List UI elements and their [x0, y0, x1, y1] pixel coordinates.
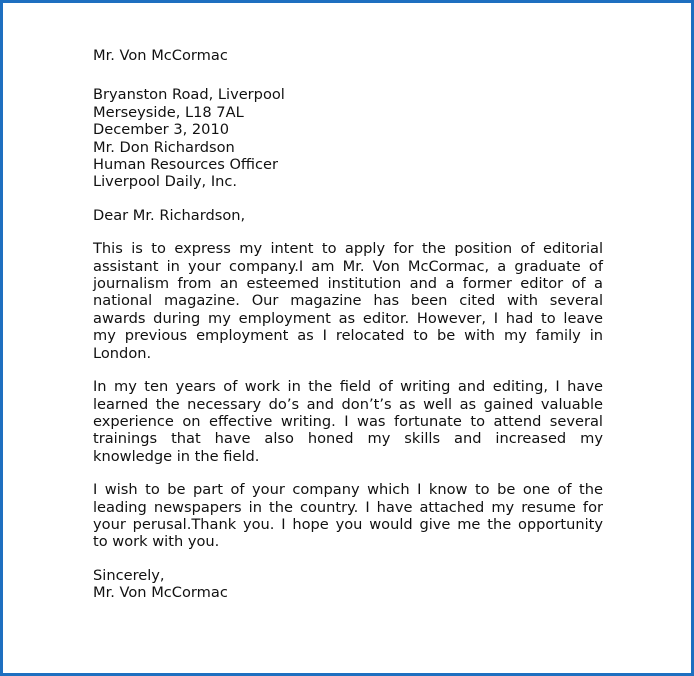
closing-text: Sincerely, — [93, 566, 165, 584]
address-line-region: Merseyside, L18 7AL — [93, 103, 244, 121]
salutation-text: Dear Mr. Richardson, — [93, 206, 246, 224]
address-line-street: Bryanston Road, Liverpool — [93, 86, 285, 104]
paragraph-line: I wish to be part of your company which I know to be one of the — [93, 481, 603, 499]
recipient-name: Mr. Don Richardson — [93, 138, 235, 156]
recipient-title: Human Resources Officer — [93, 156, 279, 174]
closing-block — [93, 567, 603, 602]
paragraph-line: assistant in your company.I am Mr. Von McCormac, a graduate of — [93, 257, 603, 275]
paragraph-line: learned the necessary do’s and don’t’s as well as gained valuable — [93, 395, 603, 413]
address-block — [93, 86, 603, 190]
paragraph-line: your perusal.Thank you. I hope you would give me the opportunity — [93, 515, 603, 533]
paragraph-line: leading newspapers in the country. I have attached my resume for — [93, 498, 603, 516]
paragraph-closing — [93, 481, 603, 551]
cover-letter — [93, 47, 603, 602]
paragraph-line: In my ten years of work in the field of writing and editing, I have — [93, 378, 603, 396]
paragraph-line: trainings that have also honed my skills and increased my — [93, 430, 603, 448]
paragraph-line: journalism from an esteemed institution and a former editor of a — [93, 275, 603, 293]
paragraph-experience — [93, 378, 603, 465]
recipient-company: Liverpool Daily, Inc. — [93, 173, 238, 191]
paragraph-line: my previous employment as I relocated to be with my family in — [93, 327, 603, 345]
salutation — [93, 207, 603, 224]
paragraph-intro — [93, 240, 603, 362]
paragraph-line: knowledge in the field. — [93, 447, 260, 465]
paragraph-line: awards during my employment as editor. However, I had to leave — [93, 309, 603, 327]
letter-date: December 3, 2010 — [93, 121, 230, 139]
paragraph-line: This is to express my intent to apply for the position of editorial — [93, 240, 603, 258]
signature-name: Mr. Von McCormac — [93, 584, 228, 602]
paragraph-line: London. — [93, 344, 152, 362]
sender-block — [93, 47, 603, 64]
paragraph-line: to work with you. — [93, 533, 220, 551]
sender-name: Mr. Von McCormac — [93, 47, 228, 64]
paragraph-line: experience on effective writing. I was fortunate to attend several — [93, 412, 603, 430]
paragraph-line: national magazine. Our magazine has been cited with several — [93, 292, 603, 310]
